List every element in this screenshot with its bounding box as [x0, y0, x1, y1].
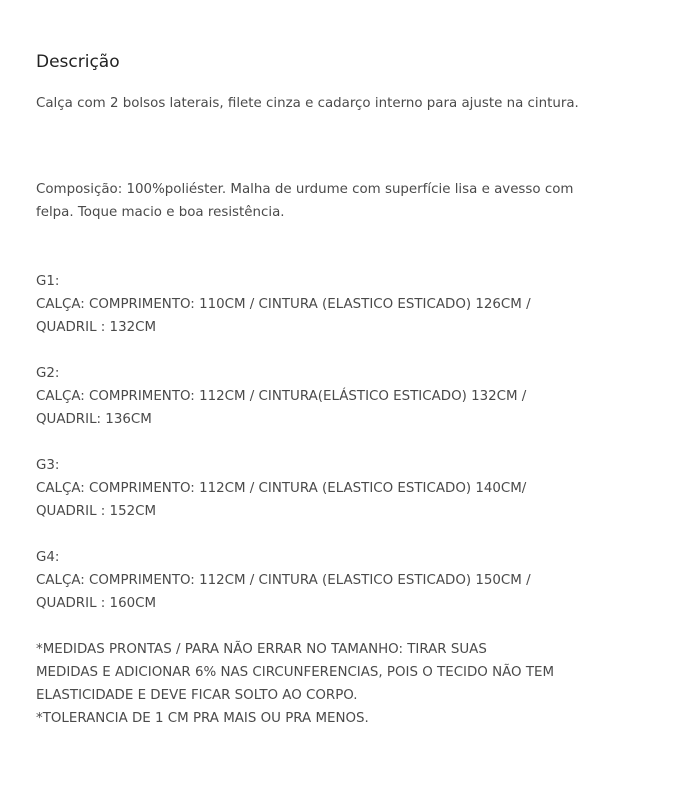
size-measure-line: QUADRIL : 152CM: [36, 504, 157, 519]
note-line: *MEDIDAS PRONTAS / PARA NÃO ERRAR NO TAMANHO: TIRAR SUAS: [36, 642, 487, 657]
size-measure-line: QUADRIL : 132CM: [36, 320, 157, 335]
measurement-notes: [36, 638, 680, 730]
size-block-g1: [36, 270, 680, 339]
composition-text: [36, 178, 680, 224]
composition-line: Composição: 100%poliéster. Malha de urdume com superfície lisa e avesso com: [36, 182, 574, 197]
size-measure-line: CALÇA: COMPRIMENTO: 112CM / CINTURA(ELÁSTICO ESTICADO) 132CM /: [36, 389, 527, 404]
size-label: G4:: [36, 550, 60, 565]
section-title: Descrição: [36, 52, 120, 72]
size-label: G3:: [36, 458, 60, 473]
composition-line: felpa. Toque macio e boa resistência.: [36, 205, 285, 220]
size-measure-line: CALÇA: COMPRIMENTO: 112CM / CINTURA (ELASTICO ESTICADO) 150CM /: [36, 573, 531, 588]
size-label: G1:: [36, 274, 60, 289]
note-line: ELASTICIDADE E DEVE FICAR SOLTO AO CORPO.: [36, 688, 358, 703]
intro-text: Calça com 2 bolsos laterais, filete cinza e cadarço interno para ajuste na cintura.: [36, 96, 579, 111]
size-measure-line: QUADRIL : 160CM: [36, 596, 157, 611]
note-line: *TOLERANCIA DE 1 CM PRA MAIS OU PRA MENOS.: [36, 711, 369, 726]
size-block-g3: [36, 454, 680, 523]
size-label: G2:: [36, 366, 60, 381]
note-line: MEDIDAS E ADICIONAR 6% NAS CIRCUNFERENCIAS, POIS O TECIDO NÃO TEM: [36, 665, 555, 680]
size-block-g2: [36, 362, 680, 431]
size-measure-line: CALÇA: COMPRIMENTO: 112CM / CINTURA (ELASTICO ESTICADO) 140CM/: [36, 481, 527, 496]
size-measure-line: QUADRIL: 136CM: [36, 412, 152, 427]
size-block-g4: [36, 546, 680, 615]
size-measure-line: CALÇA: COMPRIMENTO: 110CM / CINTURA (ELASTICO ESTICADO) 126CM /: [36, 297, 531, 312]
